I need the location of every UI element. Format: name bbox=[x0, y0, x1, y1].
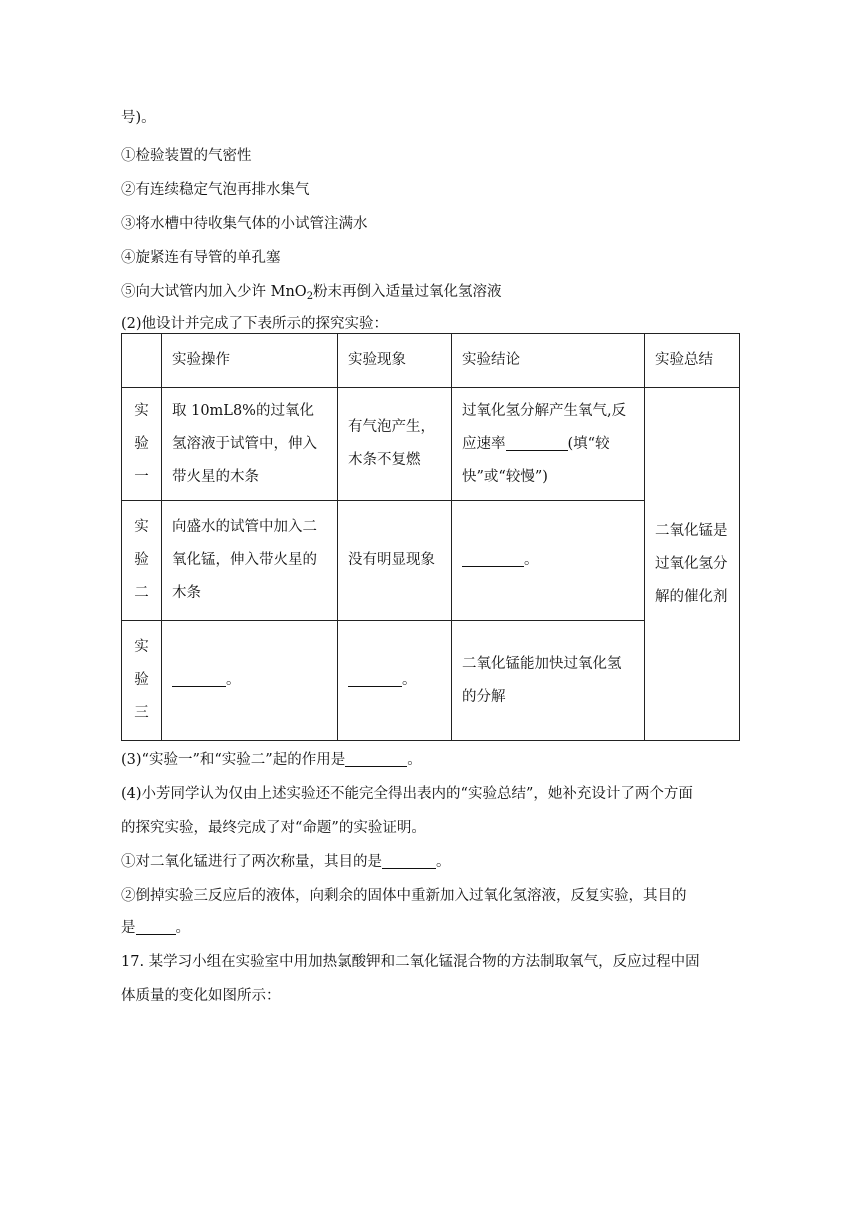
conclusion-text-end: 。 bbox=[524, 552, 539, 568]
operation-cell bbox=[162, 621, 338, 741]
step-2: ②有连续稳定气泡再排水集气 bbox=[121, 182, 310, 198]
operation-cell: 取 10mL8%的过氧化氢溶液于试管中，伸入带火星的木条 bbox=[162, 388, 338, 501]
question-3-text: (3)“实验一”和“实验二”起的作用是 bbox=[121, 752, 346, 768]
question-4-b-text-end: 。 bbox=[175, 920, 190, 936]
step-1: ①检验装置的气密性 bbox=[121, 148, 252, 164]
question-2-intro: (2)他设计并完成了下表所示的探究实验： bbox=[121, 316, 389, 332]
question-3-text-end: 。 bbox=[407, 752, 422, 768]
experiment-table bbox=[121, 333, 740, 741]
row-label-char: 验 bbox=[134, 552, 149, 568]
question-4-a-text: ①对二氧化锰进行了两次称量，其目的是 bbox=[121, 854, 382, 870]
answer-blank[interactable] bbox=[345, 750, 407, 767]
row-label-char: 实 bbox=[134, 519, 149, 535]
subscript: 2 bbox=[306, 291, 314, 302]
question-4-a bbox=[121, 852, 451, 872]
row-label-char: 一 bbox=[134, 468, 149, 485]
header-operation: 实验操作 bbox=[162, 334, 338, 388]
step-3: ③将水槽中待收集气体的小试管注满水 bbox=[121, 216, 368, 232]
conclusion-text-end: (填“较快”或“较慢”) bbox=[462, 435, 610, 485]
header-phenomenon: 实验现象 bbox=[338, 334, 452, 388]
answer-blank[interactable] bbox=[382, 852, 436, 869]
answer-blank[interactable] bbox=[506, 434, 568, 451]
answer-blank[interactable] bbox=[462, 550, 524, 567]
question-3 bbox=[121, 750, 422, 770]
answer-blank[interactable] bbox=[172, 670, 226, 687]
step-5-text-end: 粉末再倒入适量过氧化氢溶液 bbox=[313, 284, 502, 300]
phenomenon-cell: 有气泡产生，木条不复燃 bbox=[338, 388, 452, 501]
question-17-line-1: 17. 某学习小组在实验室中用加热氯酸钾和二氧化锰混合物的方法制取氧气，反应过程中固 bbox=[121, 954, 700, 970]
header-summary: 实验总结 bbox=[645, 334, 740, 388]
operation-text-end: 。 bbox=[226, 672, 241, 688]
row-label-experiment-2 bbox=[122, 501, 162, 621]
conclusion-cell bbox=[452, 388, 645, 501]
row-label-char: 实 bbox=[134, 402, 149, 419]
conclusion-cell bbox=[452, 501, 645, 621]
step-5 bbox=[121, 282, 502, 307]
answer-blank[interactable] bbox=[348, 670, 402, 687]
header-empty-cell bbox=[122, 334, 162, 388]
row-label-char: 二 bbox=[134, 585, 149, 601]
step-4: ④旋紧连有导管的单孔塞 bbox=[121, 250, 281, 266]
question-4-b-line-2 bbox=[121, 918, 190, 938]
question-4-line-1: (4)小芳同学认为仅由上述实验还不能完全得出表内的“实验总结”，她补充设计了两个方面 bbox=[121, 786, 693, 802]
table-row bbox=[122, 388, 740, 501]
table-header-row bbox=[122, 334, 740, 388]
text-line: 号)。 bbox=[121, 110, 156, 126]
phenomenon-text-end: 。 bbox=[402, 672, 417, 688]
question-4-b-line-1: ②倒掉实验三反应后的液体，向剩余的固体中重新加入过氧化氢溶液，反复实验，其目的 bbox=[121, 888, 687, 904]
phenomenon-cell bbox=[338, 621, 452, 741]
step-5-text: ⑤向大试管内加入少许 MnO bbox=[121, 284, 307, 300]
summary-cell: 二氧化锰是过氧化氢分解的催化剂 bbox=[645, 388, 740, 741]
question-4-a-text-end: 。 bbox=[436, 854, 451, 870]
row-label-char: 三 bbox=[134, 705, 149, 721]
conclusion-cell: 二氧化锰能加快过氧化氢的分解 bbox=[452, 621, 645, 741]
row-label-char: 验 bbox=[134, 672, 149, 688]
row-label-char: 验 bbox=[134, 435, 149, 452]
row-label-experiment-1 bbox=[122, 388, 162, 501]
conclusion-text: 过氧化氢分解产生氧气,反应速率 bbox=[462, 402, 627, 452]
question-4-line-2: 的探究实验，最终完成了对“命题”的实验证明。 bbox=[121, 820, 426, 836]
header-conclusion: 实验结论 bbox=[452, 334, 645, 388]
row-label-char: 实 bbox=[134, 639, 149, 655]
phenomenon-cell: 没有明显现象 bbox=[338, 501, 452, 621]
answer-blank[interactable] bbox=[136, 918, 176, 935]
operation-cell: 向盛水的试管中加入二氧化锰，伸入带火星的木条 bbox=[162, 501, 338, 621]
question-17-line-2: 体质量的变化如图所示： bbox=[121, 988, 281, 1004]
question-4-b-text: 是 bbox=[121, 920, 136, 936]
row-label-experiment-3 bbox=[122, 621, 162, 741]
